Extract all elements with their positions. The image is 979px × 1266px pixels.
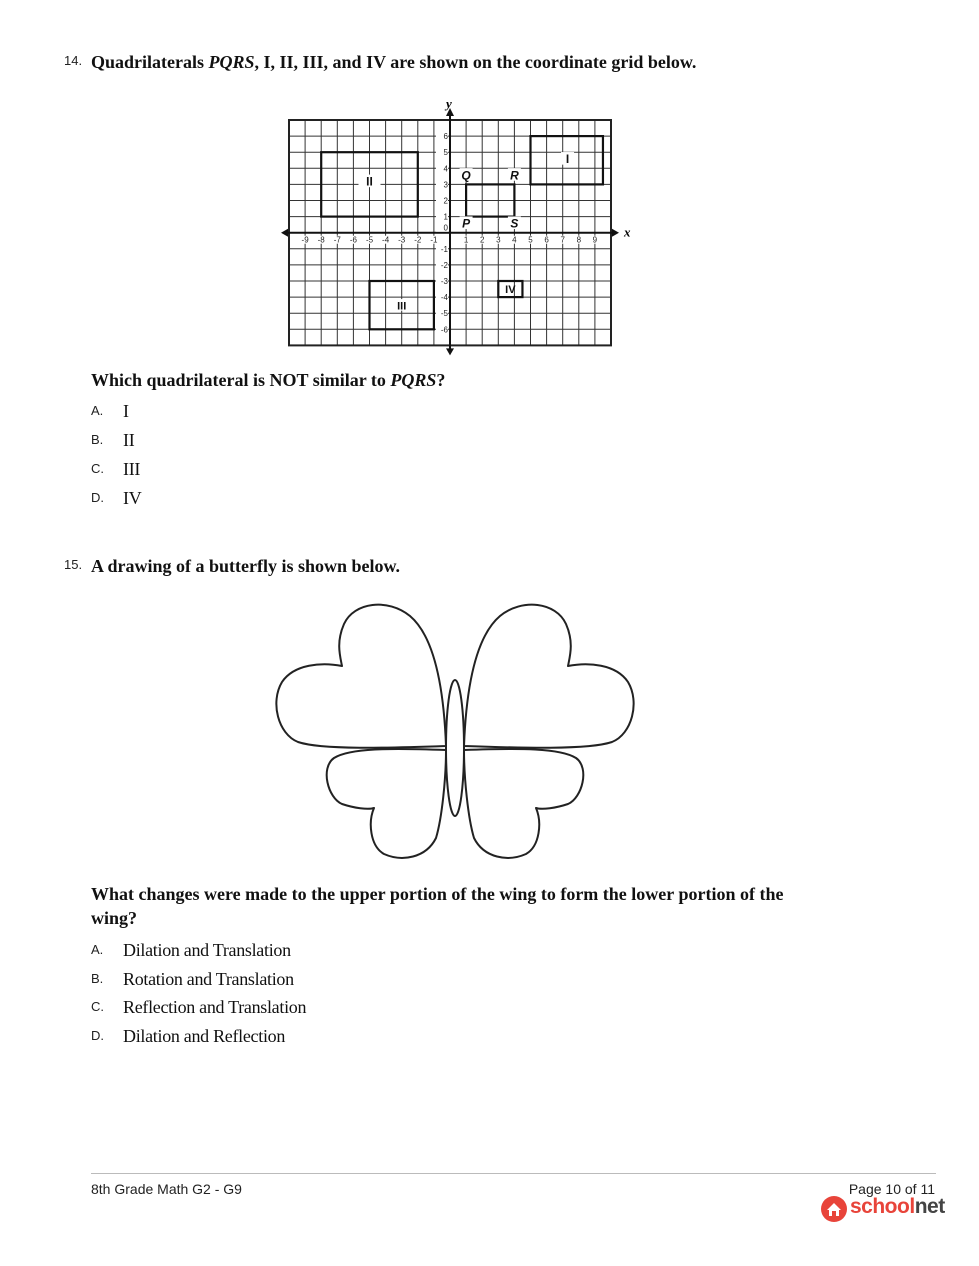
x-tick-label: 2 bbox=[479, 235, 485, 245]
option-text: I bbox=[123, 401, 129, 421]
x-tick-label: 9 bbox=[592, 235, 598, 245]
option-letter: C. bbox=[91, 461, 104, 476]
x-tick-label: 5 bbox=[528, 235, 533, 245]
option-text: II bbox=[123, 430, 135, 450]
upper-right-wing bbox=[464, 605, 634, 748]
x-tick-label: 4 bbox=[512, 235, 517, 245]
option-letter: C. bbox=[91, 999, 104, 1014]
y-tick-label: 6 bbox=[443, 132, 448, 142]
option-text: Dilation and Reflection bbox=[123, 1026, 286, 1046]
x-tick-label: 7 bbox=[560, 235, 565, 245]
x-tick-label: -7 bbox=[333, 235, 341, 245]
prompt-italic-pqrs: PQRS bbox=[390, 370, 437, 390]
footer-divider bbox=[91, 1173, 936, 1174]
vertex-s-label: S bbox=[510, 216, 519, 231]
logo-net: net bbox=[914, 1195, 945, 1218]
option-letter: D. bbox=[91, 1028, 104, 1043]
vertex-q-label: Q bbox=[461, 168, 471, 183]
x-tick-label: -9 bbox=[301, 235, 309, 245]
question-15-prompt: What changes were made to the upper portion of the wing to form the lower portion of the wing? bbox=[91, 884, 784, 928]
lower-right-wing bbox=[464, 749, 583, 858]
option-letter: B. bbox=[91, 432, 104, 447]
vertex-p-label: P bbox=[462, 216, 471, 231]
y-tick-label: 1 bbox=[443, 212, 448, 222]
butterfly-body bbox=[446, 680, 464, 816]
y-tick-label: 2 bbox=[443, 196, 448, 206]
x-tick-label: 8 bbox=[576, 235, 582, 245]
x-axis-label: x bbox=[624, 224, 631, 240]
upper-left-wing bbox=[276, 605, 446, 748]
origin-label: 0 bbox=[443, 223, 448, 233]
option-letter: B. bbox=[91, 971, 104, 986]
option-text: IV bbox=[123, 488, 142, 508]
x-tick-label: -6 bbox=[349, 235, 357, 245]
x-tick-label: 3 bbox=[496, 235, 501, 245]
quad-ii-label: II bbox=[366, 174, 373, 189]
x-axis-arrow-right bbox=[612, 229, 619, 237]
house-icon bbox=[820, 1195, 848, 1223]
option-text: III bbox=[123, 459, 141, 479]
x-tick-label: -3 bbox=[398, 235, 406, 245]
question-14-stem bbox=[91, 50, 696, 74]
stem-text-rest: , I, II, III, and IV are shown on the coordinate grid below. bbox=[254, 52, 697, 72]
option-letter: D. bbox=[91, 490, 104, 505]
quad-i-label: I bbox=[565, 152, 570, 167]
quad-iv-label: IV bbox=[505, 284, 516, 297]
vertex-r-label: R bbox=[510, 168, 519, 183]
prompt-text: Which quadrilateral is NOT similar to bbox=[91, 370, 391, 390]
x-tick-label: -5 bbox=[365, 235, 374, 245]
option-text: Reflection and Translation bbox=[123, 997, 307, 1017]
y-tick-label: -4 bbox=[440, 293, 448, 303]
quad-iii-label: III bbox=[397, 300, 407, 313]
question-14-number: 14. bbox=[64, 53, 83, 68]
x-tick-label: -1 bbox=[430, 235, 438, 245]
coordinate-grid bbox=[280, 96, 631, 353]
option-letter: A. bbox=[91, 942, 104, 957]
question-14-prompt bbox=[91, 368, 445, 392]
x-axis-arrow-left bbox=[281, 229, 288, 237]
page-number: Page 10 of 11 bbox=[848, 1181, 935, 1197]
y-tick-label: -3 bbox=[440, 277, 448, 286]
x-tick-label: -2 bbox=[414, 235, 422, 245]
x-tick-label: 6 bbox=[544, 235, 549, 245]
question-15-number: 15. bbox=[64, 557, 83, 572]
x-tick-label: -8 bbox=[317, 235, 325, 245]
y-tick-label: 5 bbox=[443, 148, 448, 158]
y-tick-label: 4 bbox=[443, 164, 448, 174]
option-text: Dilation and Translation bbox=[123, 940, 291, 960]
y-axis-label: y bbox=[446, 96, 452, 111]
lower-left-wing bbox=[327, 749, 446, 858]
y-tick-label: 3 bbox=[443, 180, 448, 190]
footer-title: 8th Grade Math G2 - G9 bbox=[91, 1181, 242, 1197]
butterfly-drawing bbox=[270, 598, 640, 866]
y-axis-arrow-down bbox=[446, 348, 454, 355]
stem-text: Quadrilaterals bbox=[91, 52, 209, 72]
option-text: Rotation and Translation bbox=[123, 969, 294, 989]
option-letter: A. bbox=[91, 403, 104, 418]
y-tick-label: -2 bbox=[440, 260, 448, 270]
logo-wordmark bbox=[850, 1195, 945, 1219]
x-tick-label: 1 bbox=[463, 235, 469, 245]
y-tick-label: -1 bbox=[440, 244, 448, 254]
stem-italic-pqrs: PQRS bbox=[208, 52, 255, 72]
x-tick-label: -4 bbox=[382, 235, 390, 245]
prompt-text-end: ? bbox=[436, 370, 446, 390]
question-15-stem: A drawing of a butterfly is shown below. bbox=[91, 556, 401, 576]
logo-school: school bbox=[850, 1195, 915, 1218]
y-tick-label: -5 bbox=[440, 309, 448, 319]
y-tick-label: -6 bbox=[440, 325, 448, 335]
